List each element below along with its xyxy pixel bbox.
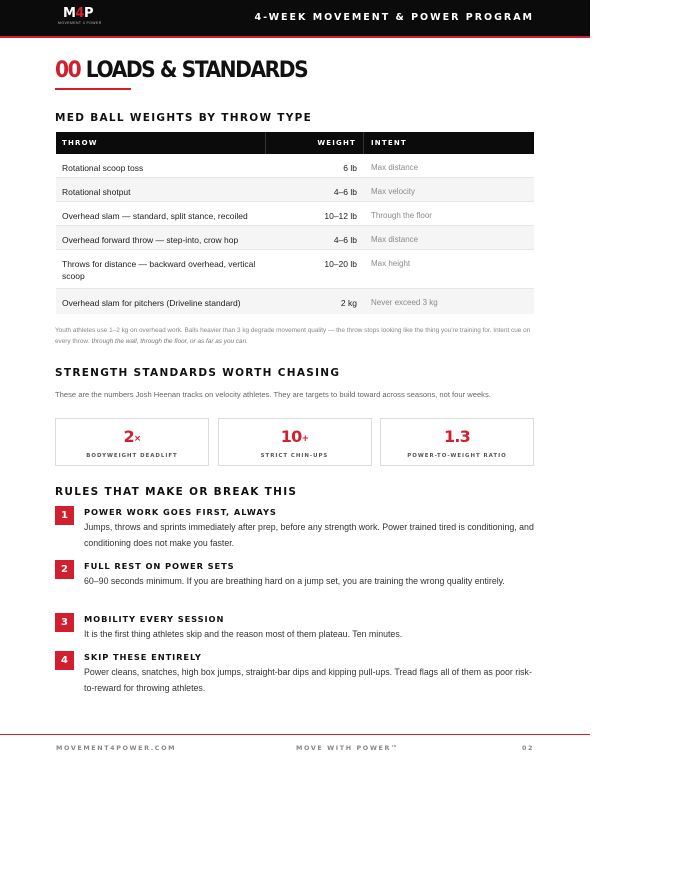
cell-weight: 10–20 lb — [324, 259, 357, 269]
strength-stats — [55, 418, 534, 466]
footer-tagline: MOVE WITH POWER™ — [296, 744, 399, 752]
stat-label: POWER-TO-WEIGHT RATIO — [407, 453, 507, 459]
rule-text: Jumps, throws and sprints immediately after prep, before any strength work. Power trained tired is conditioning, and conditioning does not make you faster. — [84, 522, 534, 548]
rule-number-badge: 4 — [55, 651, 74, 670]
cell-intent: Max distance — [371, 235, 419, 244]
stat-value: 1.3 — [444, 427, 470, 446]
table-row — [56, 202, 534, 226]
med-ball-note — [55, 325, 535, 347]
rule-text: Power cleans, snatches, high box jumps, straight-bar dips and kipping pull-ups. Tread flags all of them as poor risk-to-reward for throwing athletes. — [84, 667, 532, 693]
rule-title: MOBILITY EVERY SESSION — [84, 614, 225, 624]
stat-value: 2× — [123, 427, 141, 446]
note-emphasis: through the wall, through the floor, or as far as you can. — [91, 338, 248, 345]
strength-heading: STRENGTH STANDARDS WORTH CHASING — [55, 367, 341, 379]
rule-number-badge: 2 — [55, 560, 74, 579]
logo-mark: M4P — [62, 6, 93, 21]
note-text: Youth athletes use 1–2 kg on overhead work. Balls heavier than 3 kg degrade movement quality — the throw stops looking like the thing you're training for. Intent cue on every throw: — [55, 327, 531, 345]
col-header-throw: THROW — [56, 132, 266, 154]
stat-card-power-ratio — [380, 418, 534, 466]
cell-weight: 4–6 lb — [333, 187, 357, 197]
section-number: 00 — [55, 58, 81, 83]
table-header — [56, 132, 534, 154]
logo-tagline: MOVEMENT 4 POWER — [58, 21, 102, 25]
cell-weight: 4–6 lb — [333, 235, 357, 245]
cell-throw: Throws for distance — backward overhead, vertical scoop — [62, 259, 256, 281]
cell-throw: Overhead slam — standard, split stance, recoiled — [62, 211, 248, 221]
cell-throw: Rotational scoop toss — [62, 163, 144, 173]
strength-intro: These are the numbers Josh Heenan tracks on velocity athletes. They are targets to build toward across seasons, not four weeks. — [55, 390, 491, 399]
med-ball-heading: MED BALL WEIGHTS BY THROW TYPE — [55, 112, 313, 124]
cell-throw: Overhead slam for pitchers (Driveline standard) — [62, 298, 241, 308]
table-row — [56, 154, 534, 178]
header-accent-rule — [0, 36, 590, 38]
stat-label: BODYWEIGHT DEADLIFT — [86, 453, 178, 459]
cell-weight: 10–12 lb — [324, 211, 357, 221]
cell-intent: Max velocity — [371, 187, 416, 196]
stat-card-chinups — [218, 418, 372, 466]
cell-intent: Max distance — [371, 163, 419, 172]
header-bar — [0, 0, 590, 36]
table-row — [56, 178, 534, 202]
cell-intent: Max height — [371, 259, 411, 268]
table-row — [56, 289, 534, 314]
cell-weight: 6 lb — [343, 163, 357, 173]
page-title-text: LOADS & STANDARDS — [85, 58, 308, 83]
cell-intent: Never exceed 3 kg — [371, 298, 438, 307]
rule-text: It is the first thing athletes skip and the reason most of them plateau. Ten minutes. — [84, 629, 403, 639]
rule-title: SKIP THESE ENTIRELY — [84, 652, 202, 662]
cell-intent: Through the floor — [371, 211, 432, 220]
col-header-weight: WEIGHT — [266, 132, 364, 154]
cell-weight: 2 kg — [340, 298, 357, 308]
med-ball-table — [56, 132, 534, 314]
rule-number-badge: 3 — [55, 613, 74, 632]
stat-label: STRICT CHIN-UPS — [260, 453, 329, 459]
footer-rule — [0, 734, 590, 735]
rule-text: 60–90 seconds minimum. If you are breathing hard on a jump set, you are training the wrong quality entirely. — [84, 576, 505, 586]
rule-number-badge: 1 — [55, 506, 74, 525]
col-header-intent: INTENT — [371, 139, 407, 147]
page-title — [55, 58, 307, 84]
rules-heading: RULES THAT MAKE OR BREAK THIS — [55, 486, 298, 498]
table-row — [56, 226, 534, 250]
footer-page-number: 02 — [522, 744, 535, 752]
rule-title: FULL REST ON POWER SETS — [84, 561, 235, 571]
cell-throw: Overhead forward throw — step-into, crow hop — [62, 235, 239, 245]
program-title: 4-WEEK MOVEMENT & POWER PROGRAM — [254, 12, 534, 23]
cell-throw: Rotational shotput — [62, 187, 131, 197]
title-underline — [55, 88, 131, 90]
table-row — [56, 250, 534, 289]
rule-title: POWER WORK GOES FIRST, ALWAYS — [84, 507, 277, 517]
stat-value: 10+ — [280, 427, 309, 446]
footer-site: MOVEMENT4POWER.COM — [56, 744, 177, 752]
brand-logo — [58, 6, 102, 30]
stat-card-deadlift — [55, 418, 209, 466]
